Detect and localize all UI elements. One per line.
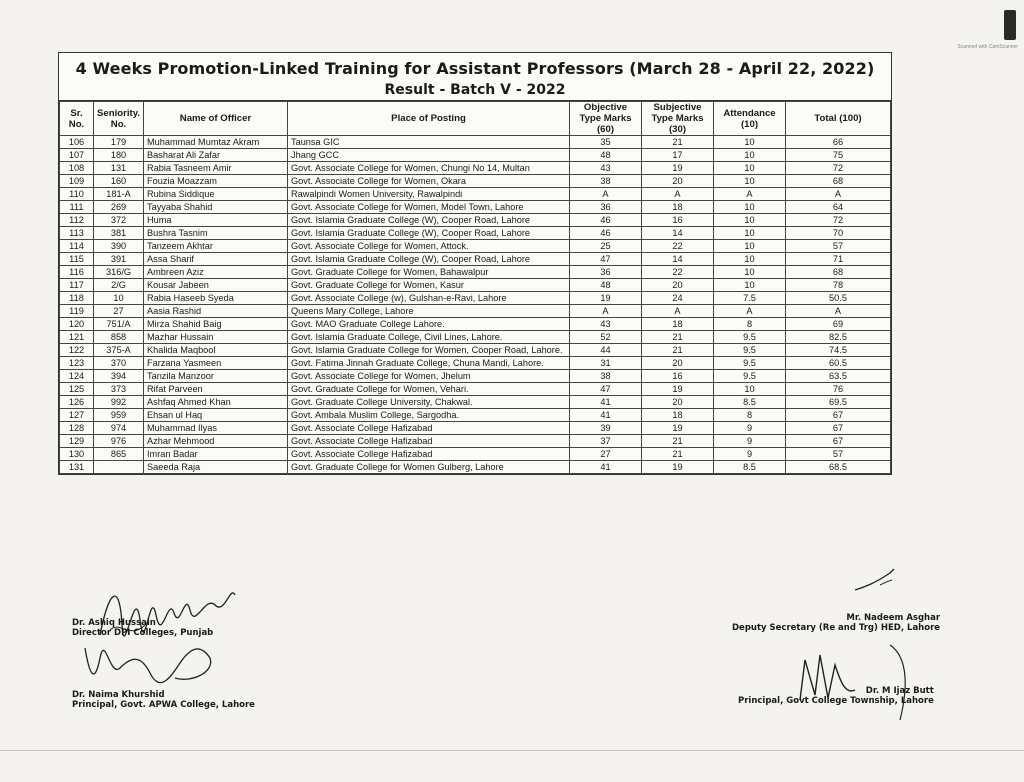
cell-subjective: 16 xyxy=(642,370,714,383)
cell-seniority: 751/A xyxy=(94,318,144,331)
cell-name: Farzana Yasmeen xyxy=(144,357,288,370)
signatory-name: Dr. M Ijaz Butt xyxy=(865,686,934,696)
cell-place: Govt. Islamia Graduate College (W), Cooper Road, Lahore xyxy=(288,253,570,266)
cell-total: 57 xyxy=(786,240,891,253)
cell-name: Khalida Maqbool xyxy=(144,344,288,357)
cell-objective: 41 xyxy=(570,396,642,409)
cell-sr-no: 116 xyxy=(60,266,94,279)
cell-attendance: A xyxy=(714,188,786,201)
cell-place: Govt. Associate College for Women, Attock. xyxy=(288,240,570,253)
cell-seniority: 373 xyxy=(94,383,144,396)
cell-objective: 41 xyxy=(570,409,642,422)
cell-name: Bushra Tasnim xyxy=(144,227,288,240)
table-row xyxy=(60,201,891,214)
cell-sr-no: 111 xyxy=(60,201,94,214)
cell-place: Govt. Associate College Hafizabad xyxy=(288,422,570,435)
table-row xyxy=(60,344,891,357)
cell-sr-no: 110 xyxy=(60,188,94,201)
header-attendance: Attendance (10) xyxy=(714,102,786,136)
cell-seniority: 865 xyxy=(94,448,144,461)
cell-objective: 46 xyxy=(570,227,642,240)
cell-subjective: 21 xyxy=(642,448,714,461)
cell-subjective: A xyxy=(642,188,714,201)
signature-deputy-secretary xyxy=(732,613,940,633)
table-row xyxy=(60,149,891,162)
cell-subjective: 22 xyxy=(642,240,714,253)
cell-seniority: 974 xyxy=(94,422,144,435)
cell-place: Govt. Islamia Graduate College (W), Cooper Road, Lahore xyxy=(288,227,570,240)
cell-sr-no: 122 xyxy=(60,344,94,357)
cell-name: Aasia Rashid xyxy=(144,305,288,318)
cell-subjective: 18 xyxy=(642,201,714,214)
signature-principal-township xyxy=(738,686,934,706)
cell-objective: 25 xyxy=(570,240,642,253)
table-row xyxy=(60,370,891,383)
cell-subjective: 20 xyxy=(642,175,714,188)
cell-name: Basharat Ali Zafar xyxy=(144,149,288,162)
cell-subjective: 19 xyxy=(642,422,714,435)
cell-sr-no: 107 xyxy=(60,149,94,162)
cell-name: Rifat Parveen xyxy=(144,383,288,396)
cell-seniority: 370 xyxy=(94,357,144,370)
cell-subjective: 19 xyxy=(642,162,714,175)
cell-subjective: 17 xyxy=(642,149,714,162)
cell-attendance: 9.5 xyxy=(714,357,786,370)
cell-attendance: 10 xyxy=(714,175,786,188)
cell-attendance: 10 xyxy=(714,383,786,396)
signature-scribble-principal-township xyxy=(790,640,920,725)
cell-place: Govt. Ambala Muslim College, Sargodha. xyxy=(288,409,570,422)
cell-place: Govt. Islamia Graduate College for Women, Cooper Road, Lahore. xyxy=(288,344,570,357)
table-row xyxy=(60,305,891,318)
cell-total: 69.5 xyxy=(786,396,891,409)
cell-attendance: 10 xyxy=(714,266,786,279)
cell-sr-no: 117 xyxy=(60,279,94,292)
cell-total: 67 xyxy=(786,422,891,435)
cell-seniority: 992 xyxy=(94,396,144,409)
cell-seniority xyxy=(94,461,144,474)
table-row xyxy=(60,136,891,149)
cell-subjective: 20 xyxy=(642,357,714,370)
cell-subjective: 16 xyxy=(642,214,714,227)
table-header-row xyxy=(60,102,891,136)
table-row xyxy=(60,162,891,175)
cell-name: Muhammad Ilyas xyxy=(144,422,288,435)
cell-name: Rabia Haseeb Syeda xyxy=(144,292,288,305)
cell-total: 72 xyxy=(786,162,891,175)
signatory-title: Principal, Govt. APWA College, Lahore xyxy=(72,700,255,710)
cell-total: 82.5 xyxy=(786,331,891,344)
cell-total: 72 xyxy=(786,214,891,227)
cell-place: Govt. Islamia Graduate College (W), Cooper Road, Lahore xyxy=(288,214,570,227)
table-row xyxy=(60,396,891,409)
cell-seniority: 316/G xyxy=(94,266,144,279)
cell-sr-no: 123 xyxy=(60,357,94,370)
cell-sr-no: 124 xyxy=(60,370,94,383)
signatory-name: Dr. Ashiq Hussain xyxy=(72,618,156,628)
cell-name: Tanzila Manzoor xyxy=(144,370,288,383)
page-fold-line xyxy=(0,750,1024,751)
cell-attendance: A xyxy=(714,305,786,318)
cell-subjective: 14 xyxy=(642,227,714,240)
cell-seniority: 2/G xyxy=(94,279,144,292)
cell-sr-no: 114 xyxy=(60,240,94,253)
cell-seniority: 959 xyxy=(94,409,144,422)
cell-place: Govt. Associate College Hafizabad xyxy=(288,435,570,448)
cell-sr-no: 121 xyxy=(60,331,94,344)
cell-seniority: 381 xyxy=(94,227,144,240)
cell-seniority: 131 xyxy=(94,162,144,175)
cell-objective: 47 xyxy=(570,383,642,396)
cell-sr-no: 113 xyxy=(60,227,94,240)
cell-total: 68 xyxy=(786,266,891,279)
cell-seniority: 391 xyxy=(94,253,144,266)
cell-total: A xyxy=(786,188,891,201)
cell-attendance: 10 xyxy=(714,136,786,149)
cell-attendance: 9.5 xyxy=(714,344,786,357)
cell-total: 76 xyxy=(786,383,891,396)
cell-sr-no: 115 xyxy=(60,253,94,266)
cell-attendance: 10 xyxy=(714,240,786,253)
cell-place: Govt. Graduate College for Women, Vehari. xyxy=(288,383,570,396)
cell-objective: A xyxy=(570,188,642,201)
cell-subjective: 21 xyxy=(642,435,714,448)
cell-place: Govt. Associate College for Women, Model Town, Lahore xyxy=(288,201,570,214)
table-row xyxy=(60,253,891,266)
cell-subjective: 21 xyxy=(642,344,714,357)
signature-scribble-principal-apwa xyxy=(80,638,220,693)
cell-name: Muhammad Mumtaz Akram xyxy=(144,136,288,149)
header-name: Name of Officer xyxy=(144,102,288,136)
cell-objective: 36 xyxy=(570,266,642,279)
cell-name: Mazhar Hussain xyxy=(144,331,288,344)
table-row xyxy=(60,292,891,305)
cell-place: Govt. Associate College (w), Gulshan-e-Ravi, Lahore xyxy=(288,292,570,305)
cell-subjective: 22 xyxy=(642,266,714,279)
cell-total: 63.5 xyxy=(786,370,891,383)
cell-place: Govt. Associate College Hafizabad xyxy=(288,448,570,461)
cell-total: 68.5 xyxy=(786,461,891,474)
cell-total: A xyxy=(786,305,891,318)
cell-total: 67 xyxy=(786,435,891,448)
cell-attendance: 8.5 xyxy=(714,396,786,409)
cell-subjective: 20 xyxy=(642,396,714,409)
header-subjective: Subjective Type Marks (30) xyxy=(642,102,714,136)
cell-objective: 19 xyxy=(570,292,642,305)
cell-objective: 38 xyxy=(570,370,642,383)
cell-total: 78 xyxy=(786,279,891,292)
cell-seniority: 372 xyxy=(94,214,144,227)
table-row xyxy=(60,266,891,279)
cell-attendance: 9.5 xyxy=(714,331,786,344)
cell-objective: 38 xyxy=(570,175,642,188)
cell-subjective: 19 xyxy=(642,383,714,396)
cell-attendance: 10 xyxy=(714,227,786,240)
cell-objective: 46 xyxy=(570,214,642,227)
cell-objective: 43 xyxy=(570,162,642,175)
cell-seniority: 858 xyxy=(94,331,144,344)
cell-objective: 48 xyxy=(570,149,642,162)
cell-sr-no: 128 xyxy=(60,422,94,435)
cell-place: Govt. Fatima Jinnah Graduate College, Chuna Mandi, Lahore. xyxy=(288,357,570,370)
cell-seniority: 375-A xyxy=(94,344,144,357)
binder-clip-mark xyxy=(1004,10,1016,40)
header-seniority: Seniority. No. xyxy=(94,102,144,136)
cell-objective: 36 xyxy=(570,201,642,214)
cell-objective: A xyxy=(570,305,642,318)
cell-seniority: 179 xyxy=(94,136,144,149)
cell-seniority: 394 xyxy=(94,370,144,383)
cell-sr-no: 125 xyxy=(60,383,94,396)
title-block xyxy=(59,53,891,101)
table-row xyxy=(60,461,891,474)
cell-name: Ashfaq Ahmed Khan xyxy=(144,396,288,409)
table-row xyxy=(60,318,891,331)
cell-name: Tanzeem Akhtar xyxy=(144,240,288,253)
cell-name: Ehsan ul Haq xyxy=(144,409,288,422)
cell-seniority: 160 xyxy=(94,175,144,188)
cell-attendance: 7.5 xyxy=(714,292,786,305)
cell-sr-no: 119 xyxy=(60,305,94,318)
cell-seniority: 181-A xyxy=(94,188,144,201)
table-row xyxy=(60,175,891,188)
cell-sr-no: 120 xyxy=(60,318,94,331)
signatory-title: Deputy Secretary (Re and Trg) HED, Lahore xyxy=(732,623,941,633)
cell-subjective: 24 xyxy=(642,292,714,305)
cell-total: 69 xyxy=(786,318,891,331)
table-row xyxy=(60,435,891,448)
cell-total: 68 xyxy=(786,175,891,188)
cell-sr-no: 106 xyxy=(60,136,94,149)
table-row xyxy=(60,422,891,435)
cell-name: Rabia Tasneem Amir xyxy=(144,162,288,175)
signatory-name: Mr. Nadeem Asghar xyxy=(846,613,941,623)
cell-objective: 27 xyxy=(570,448,642,461)
cell-sr-no: 109 xyxy=(60,175,94,188)
cell-place: Govt. MAO Graduate College Lahore. xyxy=(288,318,570,331)
cell-subjective: 20 xyxy=(642,279,714,292)
cell-objective: 31 xyxy=(570,357,642,370)
cell-subjective: 19 xyxy=(642,461,714,474)
signature-principal-apwa xyxy=(72,690,255,710)
cell-attendance: 9 xyxy=(714,422,786,435)
cell-objective: 43 xyxy=(570,318,642,331)
cell-place: Govt. Graduate College for Women Gulberg, Lahore xyxy=(288,461,570,474)
cell-place: Govt. Graduate College for Women, Kasur xyxy=(288,279,570,292)
cell-objective: 37 xyxy=(570,435,642,448)
table-row xyxy=(60,331,891,344)
cell-name: Ambreen Aziz xyxy=(144,266,288,279)
signature-director-dpi xyxy=(72,618,213,638)
cell-sr-no: 118 xyxy=(60,292,94,305)
cell-seniority: 27 xyxy=(94,305,144,318)
header-objective: Objective Type Marks (60) xyxy=(570,102,642,136)
signatory-title: Principal, Govt College Township, Lahore xyxy=(738,696,934,706)
cell-place: Jhang GCC xyxy=(288,149,570,162)
cell-sr-no: 130 xyxy=(60,448,94,461)
cell-sr-no: 129 xyxy=(60,435,94,448)
cell-sr-no: 126 xyxy=(60,396,94,409)
cell-subjective: 21 xyxy=(642,331,714,344)
cell-name: Kousar Jabeen xyxy=(144,279,288,292)
cell-attendance: 10 xyxy=(714,201,786,214)
table-row xyxy=(60,214,891,227)
cell-total: 75 xyxy=(786,149,891,162)
table-row xyxy=(60,240,891,253)
table-row xyxy=(60,448,891,461)
cell-place: Govt. Graduate College for Women, Bahawalpur xyxy=(288,266,570,279)
cell-place: Govt. Associate College for Women, Okara xyxy=(288,175,570,188)
cell-name: Saeeda Raja xyxy=(144,461,288,474)
result-sheet xyxy=(58,52,892,475)
cell-total: 71 xyxy=(786,253,891,266)
signatory-title: Director DPI Colleges, Punjab xyxy=(72,628,214,638)
cell-objective: 52 xyxy=(570,331,642,344)
cell-total: 67 xyxy=(786,409,891,422)
cell-subjective: 18 xyxy=(642,409,714,422)
document-title: 4 Weeks Promotion-Linked Training for Assistant Professors (March 28 - April 22, 2022) xyxy=(75,59,875,78)
cell-total: 64 xyxy=(786,201,891,214)
cell-objective: 35 xyxy=(570,136,642,149)
cell-attendance: 9.5 xyxy=(714,370,786,383)
header-sr-no: Sr. No. xyxy=(60,102,94,136)
cell-attendance: 9 xyxy=(714,435,786,448)
cell-attendance: 10 xyxy=(714,279,786,292)
cell-place: Govt. Associate College for Women, Jhelum xyxy=(288,370,570,383)
cell-place: Govt. Graduate College University, Chakwal. xyxy=(288,396,570,409)
cell-total: 57 xyxy=(786,448,891,461)
results-table xyxy=(59,101,891,474)
cell-seniority: 269 xyxy=(94,201,144,214)
cell-subjective: 14 xyxy=(642,253,714,266)
cell-objective: 44 xyxy=(570,344,642,357)
cell-attendance: 8 xyxy=(714,409,786,422)
cell-seniority: 976 xyxy=(94,435,144,448)
cell-place: Taunsa GIC xyxy=(288,136,570,149)
cell-place: Queens Mary College, Lahore xyxy=(288,305,570,318)
cell-name: Azhar Mehmood xyxy=(144,435,288,448)
table-row xyxy=(60,409,891,422)
cell-objective: 47 xyxy=(570,253,642,266)
cell-name: Huma xyxy=(144,214,288,227)
cell-attendance: 10 xyxy=(714,214,786,227)
cell-attendance: 9 xyxy=(714,448,786,461)
table-row xyxy=(60,279,891,292)
signatory-name: Dr. Naima Khurshid xyxy=(72,690,165,700)
cell-seniority: 180 xyxy=(94,149,144,162)
corner-note: Scanned with CamScanner xyxy=(957,44,1018,50)
cell-name: Rubina Siddique xyxy=(144,188,288,201)
header-total: Total (100) xyxy=(786,102,891,136)
cell-name: Imran Badar xyxy=(144,448,288,461)
cell-total: 60.5 xyxy=(786,357,891,370)
signature-scribble-deputy-secretary xyxy=(850,565,900,595)
cell-name: Mirza Shahid Baig xyxy=(144,318,288,331)
cell-attendance: 10 xyxy=(714,253,786,266)
cell-total: 66 xyxy=(786,136,891,149)
cell-name: Fouzia Moazzam xyxy=(144,175,288,188)
cell-subjective: A xyxy=(642,305,714,318)
cell-objective: 39 xyxy=(570,422,642,435)
cell-sr-no: 112 xyxy=(60,214,94,227)
cell-total: 74.5 xyxy=(786,344,891,357)
cell-attendance: 8.5 xyxy=(714,461,786,474)
cell-subjective: 18 xyxy=(642,318,714,331)
cell-attendance: 10 xyxy=(714,162,786,175)
cell-seniority: 390 xyxy=(94,240,144,253)
table-row xyxy=(60,383,891,396)
cell-name: Assa Sharif xyxy=(144,253,288,266)
cell-total: 70 xyxy=(786,227,891,240)
cell-attendance: 10 xyxy=(714,149,786,162)
table-row xyxy=(60,188,891,201)
cell-name: Tayyaba Shahid xyxy=(144,201,288,214)
table-row xyxy=(60,227,891,240)
document-subtitle: Result - Batch V - 2022 xyxy=(384,82,566,98)
cell-objective: 48 xyxy=(570,279,642,292)
cell-subjective: 21 xyxy=(642,136,714,149)
cell-objective: 41 xyxy=(570,461,642,474)
cell-seniority: 10 xyxy=(94,292,144,305)
cell-place: Rawalpindi Women University, Rawalpindi xyxy=(288,188,570,201)
cell-place: Govt. Associate College for Women, Chungi No 14, Multan xyxy=(288,162,570,175)
cell-sr-no: 127 xyxy=(60,409,94,422)
table-row xyxy=(60,357,891,370)
cell-total: 50.5 xyxy=(786,292,891,305)
cell-sr-no: 131 xyxy=(60,461,94,474)
cell-sr-no: 108 xyxy=(60,162,94,175)
header-place: Place of Posting xyxy=(288,102,570,136)
cell-attendance: 8 xyxy=(714,318,786,331)
cell-place: Govt. Islamia Graduate College, Civil Lines, Lahore. xyxy=(288,331,570,344)
